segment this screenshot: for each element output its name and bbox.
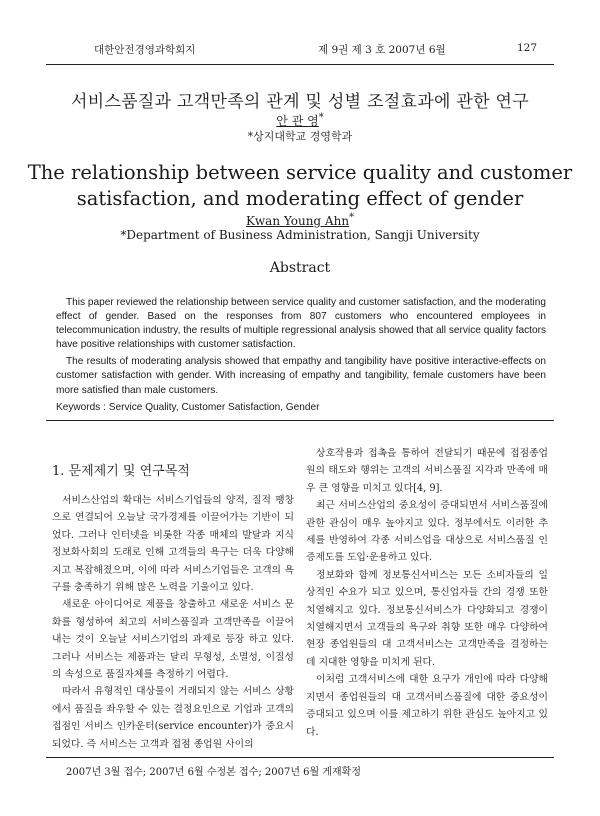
body-paragraph: 이처럼 고객서비스에 대한 요구가 개인에 따라 다양해지면서 종업원들의 대 고객서비스품질에 대한 중요성이 증대되고 있으며 이를 제고하기 위한 관심도 높아지고 있다.: [306, 674, 548, 738]
body-paragraph: 새로운 아이디어로 제품을 창출하고 새로운 서비스 문화를 형성하여 최고의 서비스품질과 고객만족을 이끌어 내는 것이 오늘날 서비스기업의 과제로 등장 하고 있다. 그러나 서비스는 제품과는 달리 무형성, 소멸성, 이질성의 속성으로 품질자체를 측정하기 어렵다.: [52, 599, 294, 681]
affiliation-korean: *상지대학교 경영학과: [247, 130, 353, 143]
abstract-rule: [46, 420, 554, 421]
footnote-rule: [46, 757, 554, 758]
body-paragraph: 최근 서비스산업의 중요성이 증대되면서 서비스품질에 관한 관심이 매우 높아지고 있다. 정부에서도 이러한 추세를 반영하여 각종 서비스업을 대상으로 서비스품질 인증제도를 도입·운용하고 있다.: [306, 500, 548, 564]
author-korean-name: 안 관 영: [276, 114, 319, 128]
keywords: Keywords : Service Quality, Customer Satisfaction, Gender: [56, 402, 320, 413]
author-korean: [0, 112, 600, 129]
right-column: [306, 445, 548, 741]
author-english: [0, 212, 600, 228]
body-paragraph: 상호작용과 접촉을 통하여 전달되기 때문에 접점종업원의 태도와 행위는 고객의 서비스품질 지각과 만족에 매우 큰 영향을 미치고 있다[4, 9].: [306, 448, 548, 494]
issue-info: 제 9권 제 3 호 2007년 6월: [318, 44, 446, 56]
author-english-name: Kwan Young Ahn: [245, 214, 350, 228]
abstract-heading: Abstract: [269, 260, 331, 276]
footnote: 2007년 3월 접수; 2007년 6월 수정본 접수; 2007년 6월 게재확정: [66, 767, 362, 778]
abstract-paragraph: This paper reviewed the relationship between service quality and customer satisfaction, and the moderating effect of gender. Based on the responses from 807 customers who encountered employees in telecommunication industry, the results of multiple regressional analysis showed that all service quality factors have positive relationships with customer satisfaction.: [56, 297, 546, 351]
title-english-line-2: satisfaction, and moderating effect of gender: [76, 187, 524, 210]
journal-name: 대한안전경영과학회지: [94, 44, 196, 56]
left-column: [52, 492, 294, 753]
body-paragraph: 따라서 유형적인 대상물이 거래되지 않는 서비스 상황에서 품질을 좌우할 수 있는 결정요인으로 기업과 고객의 접점인 서비스 인카운터(service encounter)가 중요시 되었다. 즉 서비스는 고객과 접점 종업원 사이의: [52, 686, 294, 750]
abstract-paragraph: The results of moderating analysis showed that empathy and tangibility have positive interactive-effects on customer satisfaction with gender. With increasing of empathy and tangibility, female customers have been more satisfied than male customers.: [56, 356, 546, 396]
title-korean: 서비스품질과 고객만족의 관계 및 성별 조절효과에 관한 연구: [71, 92, 529, 112]
header-rule: [46, 64, 554, 65]
section-heading: 1. 문제제기 및 연구목적: [52, 464, 190, 479]
body-paragraph: 정보화와 함께 정보통신서비스는 모든 소비자들의 일상적인 수요가 되고 있으며, 통신업자들 간의 경쟁 또한 치열해지고 있다. 정보통신서비스가 다양화되고 경쟁이 치열해지면서 고객들의 욕구와 취향 또한 매우 다양하여 현장 종업원들의 대 고객서비스는 고객만족을 결정하는데 지대한 영향을 미치게 된다.: [306, 569, 548, 668]
affiliation-english: *Department of Business Administration, Sangji University: [120, 228, 480, 242]
title-english: [0, 160, 600, 212]
author-english-mark: *: [349, 212, 355, 223]
author-korean-mark: *: [318, 112, 324, 123]
page-number: 127: [517, 42, 538, 54]
title-english-line-1: The relationship between service quality and customer: [27, 161, 573, 184]
abstract-body: [56, 296, 546, 398]
running-header: [0, 42, 600, 58]
body-paragraph: 서비스산업의 확대는 서비스기업들의 양적, 질적 팽창으로 연결되어 오늘날 국가경제를 이끌어가는 기반이 되었다. 그러나 인터넷을 비롯한 각종 매체의 발달과 지식정보화사회의 도래로 인해 고객들의 욕구는 더욱 다양해지고 복잡해졌으며, 이에 따라 서비스기업들은 고객의 욕구를 충족하기 위해 많은 노력을 기울이고 있다.: [52, 495, 294, 594]
